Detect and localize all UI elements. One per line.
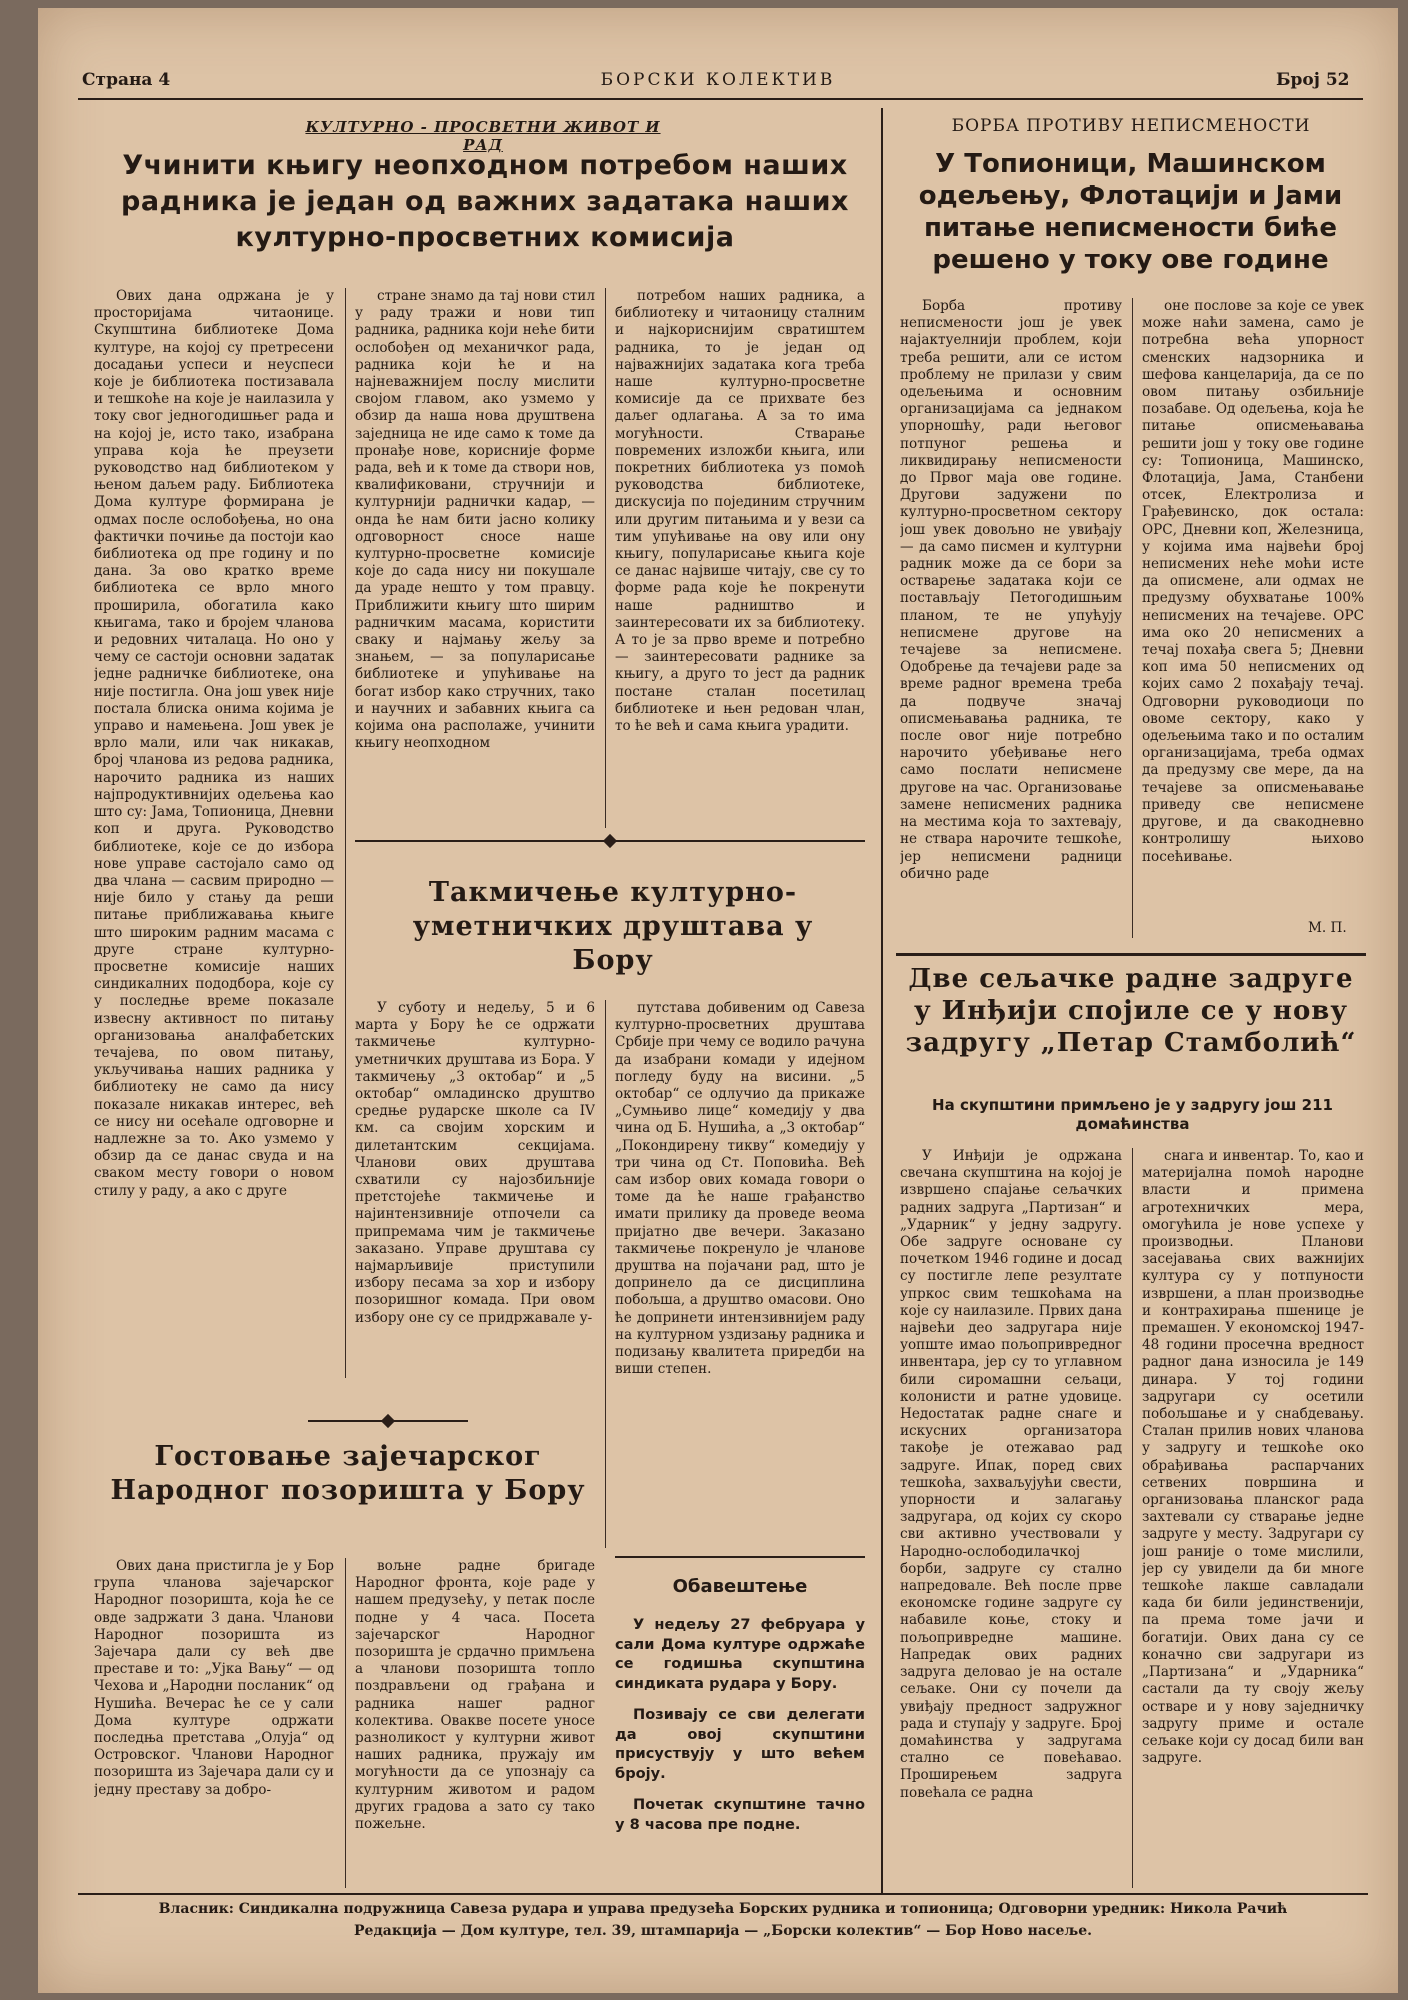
- notice-paragraph: У недељу 27 фебруара у сали Дома културе одржаће се годишња скупштина синдиката рудара у Бору.: [615, 1616, 865, 1692]
- article5-title: Две сељачке радне задруге у Инђији спојиле се у нову задругу „Петар Стамболић“: [905, 964, 1357, 1058]
- article4-title: У Топионици, Машинском одељењу, Флотацији и Јами питање неписмености биће решено у току ове године: [918, 149, 1343, 275]
- article2-col2: путстава добивеним од Савеза културно-просветних друштава Србије при чему се водило рачуна да изабрани комади у идејном погледу буду на висини. „5 октобар“ се одлучио да прикаже „Сумњиво лице“ комедију у два чина од Б. Нушића, а „3 октобар“ „Покондирену тикву“ комедију у три чина од Ст. Поповића. Већ сам избор ових комада говори о томе да ће наше грађанство имати прилику да проведе веома пријатно две вечери. Заказано такмичење покренуло је чланове друштва на појачани рад, што је допринело да се дисциплина побољша, а друштво омасови. Оно ће допринети интензивнијем раду на културном уздизању радника и подизању квалитета приредби на виши степен.: [615, 1000, 865, 1378]
- notice-paragraph: Почетак скупштине тачно у 8 часова пре подне.: [615, 1796, 865, 1833]
- article4-col1: Борба противу неписмености још је увек најактуелнији проблем, који треба решити, али се истом проблему не прилази у свим одељењима и основним организацијама са једнаком упорношћу, ради његовог потпуног решења и ликвидирању неписмености до Првог маја ове године. Другови задужени по културно-просветном сектору још увек довољно не увиђају — да само писмен и културни радник може да се бори за остварење задатака који се постављају Петогодишњим планом, те не упућују неписмене другове на течајеве за неписмене. Одобрење да течајеви раде за време радног времена треба да подвуче значај описмењавања радника, те после овог није потребно нарочито убеђивање него само послати неписмене другове на час. Организовање замене неписмених радника на местима која то захтевају, не ствара нарочите тешкоће, јер неписмени радници обично раде: [900, 298, 1122, 882]
- header-rule: [78, 98, 1363, 100]
- section-kicker: КУЛТУРНО - ПРОСВЕТНИ ЖИВОТ И РАД: [305, 118, 661, 154]
- imprint-line-1: Власник: Синдикална подружница Савеза рудара и управа предузећа Борских рудника и топионица; Одговорни уредник: Никола Рачић: [158, 1901, 1288, 1917]
- newspaper-page: [38, 8, 1398, 1993]
- article3-col1: Ових дана пристигла је у Бор група чланова зајечарског Народног позоришта, која ће се овде задржати 3 дана. Чланови Народног позоришта из Зајечара дали су већ две преставе и то: „Ујка Вању“ — од Чехова и „Народни посланик“ од Нушића. Вечерас ће се у сали Дома културе одржати последња претстава „Олуја“ од Островског. Чланови Народног позоришта из Зајечара дали су и једну преставу за добро-: [94, 1558, 334, 1798]
- article5-col2: снага и инвентар. То, као и материјална помоћ народне власти и примена агротехничких мера, омогућила је нове успехе у производњи. Планови засејавања свих важнијих култура су у потпуности извршени, а план производње и контрахирања пшенице је премашен. У економској 1947-48 години просечна вредност радног дана износила је 149 динара. У тој години задругари су осетили побољшање и у снабдевању. Сталан прилив нових чланова у задругу и тешкоће око обрађивања распарчаних сетвених површина и организовања планског рада захтевали су стварање једне задруге у месту. Задругари су још раније о томе мислили, јер су увидели да би многе тешкоће лакше савладали када би били јединственији, па према томе јачи и богатији. Ових дана су се коначно сви задругари из „Партизана“ и „Ударника“ састали да ту своју жељу остваре и у нову заједничку задругу приме и остале сељаке који су досад били ван задруге.: [1142, 1148, 1364, 1767]
- article1-col1: Ових дана одржана је у просторијама читаонице. Скупштина библиотеке Дома културе, на којој су претресени досадањи успеси и неуспеси које је библиотека постизавала и тешкоће на које је наилазила у току свог једногодишњег рада и на којој је, исто тако, изабрана управа која ће преузети руководство над библиотеком у њеном даљем раду. Библиотека Дома културе формирана је одмах после ослобођења, но она фактички почиње да постоји као библиотека од пре годину и по дана. За ово кратко време библиотека се врло много проширила, обогатила како књигама, тако и бројем чланова и редовних читалаца. Но оно у чему се састоји основни задатак једне радничке библиотеке, она није постигла. Она још увек није постала блиска онима којима је управо и намењена. Још увек је врло мали, или чак никакав, број чланова из редова радника, нарочито радника из наших најпродуктивнијих одељења као што су: Јама, Топионица, Дневни коп и друга. Руководство библиотеке, које се до избора нове управе састојало само од два члана — сасвим природно — није било у стању да реши питање приближавања књиге што широким радним масама с друге стране културно-просветне комисије наших синдикалних пододбора, које су у последње време показале извесну активност по питању организовања аналфабетских течајева, по овом питању, укључивања наших радника у библиотеку не само да нису показале никакав интерес, већ се нису ни осећале одговорне и надлежне за то. Ако узмемо у обзир да се данас свуда и на сваком месту говори о новом стилу у раду, а ако с друге: [94, 288, 334, 1199]
- article3-title: Гостовање зајечарског Народног позоришта у Бору: [110, 1441, 586, 1506]
- article5-col1: У Инђији је одржана свечана скупштина на којој је извршено спајање сељачких радних задруга „Партизан“ и „Ударник“ у једну задругу. Обе задруге основане су почетком 1946 године и досад су постигле лепе резултате упркос свим тешкоћама на које су наилазиле. Првих дана највећи део задругара није уопште имао пољопривредног инвентара, јер су то углавном били сиромашни сељаци, колонисти и ратне удовице. Недостатак радне снаге и искусних организатора такође је отежавао рад задруге. Ипак, поред свих тешкоћа, захваљујући свести, упорности и залагању задругара, од којих су скоро сви активно учествовали у Народно-ослободилачкој борби, задруге су стално напредовале. Већ после прве економске године задруге су набавиле коње, стоку и пољопривредне машине. Напредак ових радних задруга деловао је на остале сељаке. Они су почели да увиђају предност задружног рада и ступају у задруге. Број домаћинства у задругама стално се повећавао. Проширењем задруга повећала се радна: [900, 1148, 1122, 1801]
- page-number: Страна 4: [82, 70, 171, 90]
- article2-col1: У суботу и недељу, 5 и 6 марта у Бору ће се одржати такмичење културно-уметничких друштава из Бора. У такмичењу „3 октобар“ и „5 октобар“ омладинско друштво средње рударске школе са IV км. са својим хорским и дилетантским секцијама. Чланови ових друштава схватили су најозбиљније претстојеће такмичење и најинтензивније отпочели са припремама чим је такмичење заказано. Управе друштава су најмарљивије приступили избору песама за хор и избору позоришног комада. При овом избору оне су се придржавале у-: [355, 1000, 595, 1326]
- author-signature: М. П.: [1308, 920, 1347, 936]
- article1-col2: стране знамо да тај нови стил у раду тражи и нови тип радника, радника који неће бити ослобођен од механичког рада, радника који ће и на најневажнијем послу мислити својом главом, ако узмемо у обзир да наша нова друштвена заједница не иде само к томе да пронађе нове, корисније форме рада, већ и к томе да створи нов, квалификовани, стручнији и културнији раднички кадар, — онда ће нам бити јасно колику одговорност сносе наше културно-просветне комисије које до сада нису ни покушале да ураде нешто у том правцу. Приближити књигу што ширим радничким масама, користити сваку и најмању жељу за знањем, — за популарисање библиотеке и упућивање на богат избор како стручних, тако и научних и забавних књига са којима она располаже, учинити књигу неопходном: [355, 288, 595, 752]
- article1-col3: потребом наших радника, а библиотеку и читаоницу сталним и најкориснијим свратиштем радника, то је један од најважнијих задатака кога треба наше културно-просветне комисије да се прихвате без даљег одлагања. А за то има могућности. Стварање повремених изложби књига, или покретних библиотека уз помоћ руководства библиотеке, дискусија по појединим стручним или другим питањима и у вези са тим упућивање на ову или ону књигу, популарисање књига које се данас највише читају, све су то форме рада које ће покренути наше радништво и заинтересовати их за библиотеку. А то је за прво време и потребно — заинтересовати раднике за књигу, а друго то јест да радник постане сталан посетилац библиотеке и њен редован члан, то ће већ и сама књига урадити.: [615, 288, 865, 735]
- imprint-line-2: Редакција — Дом културе, тел. 39, штампарија — „Борски колектив“ — Бор Ново насеље.: [354, 1923, 1092, 1939]
- article4-col2: оне послове за које се увек може наћи замена, само је потребна већа упорност сменских надзорника и шефова канцеларија, да се по овом питању озбиљније позабаве. Од одељења, која ће питање описмењавања решити још у току ове године су: Топионица, Машинско, Флотација, Јама, Станбени отсек, Електролиза и Грађевинско, док остала: ОРС, Дневни коп, Железница, у којима има највећи број неписмених неће моћи исте да описмене, али одмах не предузму обухватање 100% неписмених на течајеве. ОРС има око 20 неписмених а течај похађа свега 5; Дневни коп има 50 неписмених од којих само 2 похађају течај. Одговорни руководиоци по овоме сектору, како у одељењима тако и по осталим организацијама, треба одмах да предузму све мере, да на течајеве за описмењавање приведу све неписмене другове, и да свакодневно контролишу њихово посећивање.: [1142, 298, 1364, 865]
- masthead: БОРСКИ КОЛЕКТИВ: [600, 70, 836, 90]
- notice-body: [615, 1615, 865, 1834]
- article1-title: Учинити књигу неопходном потребом наших радника је један од важних задатака наших културно-просветних комисија: [121, 150, 849, 253]
- notice-paragraph: Позивају се сви делегати да овој скупштини присуствују у што већем броју.: [615, 1706, 865, 1782]
- article-divider: [308, 1418, 468, 1424]
- article-divider: [355, 838, 865, 844]
- section-kicker: БОРБА ПРОТИВУ НЕПИСМЕНОСТИ: [951, 116, 1311, 136]
- article3-col2: вољне радне бригаде Народног фронта, које раде у нашем предузећу, у петак после подне у 4 часа. Посета зајечарског Народног позоришта је срдачно примљена а чланови позоришта топло поздрављени од грађана и радника нашег радног колектива. Овакве посете уносе разноликост у културни живот наших радника, пружају им могућности да се упознају са културним животом и радом других градова а зато су тако пожељне.: [355, 1558, 595, 1833]
- issue-number: Број 52: [1276, 70, 1350, 90]
- article2-title: Такмичење културно-уметничких друштава у Бору: [412, 877, 814, 976]
- article5-subtitle: На скупштини примљено је у задругу још 211 домаћинства: [932, 1096, 1333, 1133]
- notice-box: [615, 1556, 865, 1892]
- notice-title: Обавештење: [672, 1576, 808, 1597]
